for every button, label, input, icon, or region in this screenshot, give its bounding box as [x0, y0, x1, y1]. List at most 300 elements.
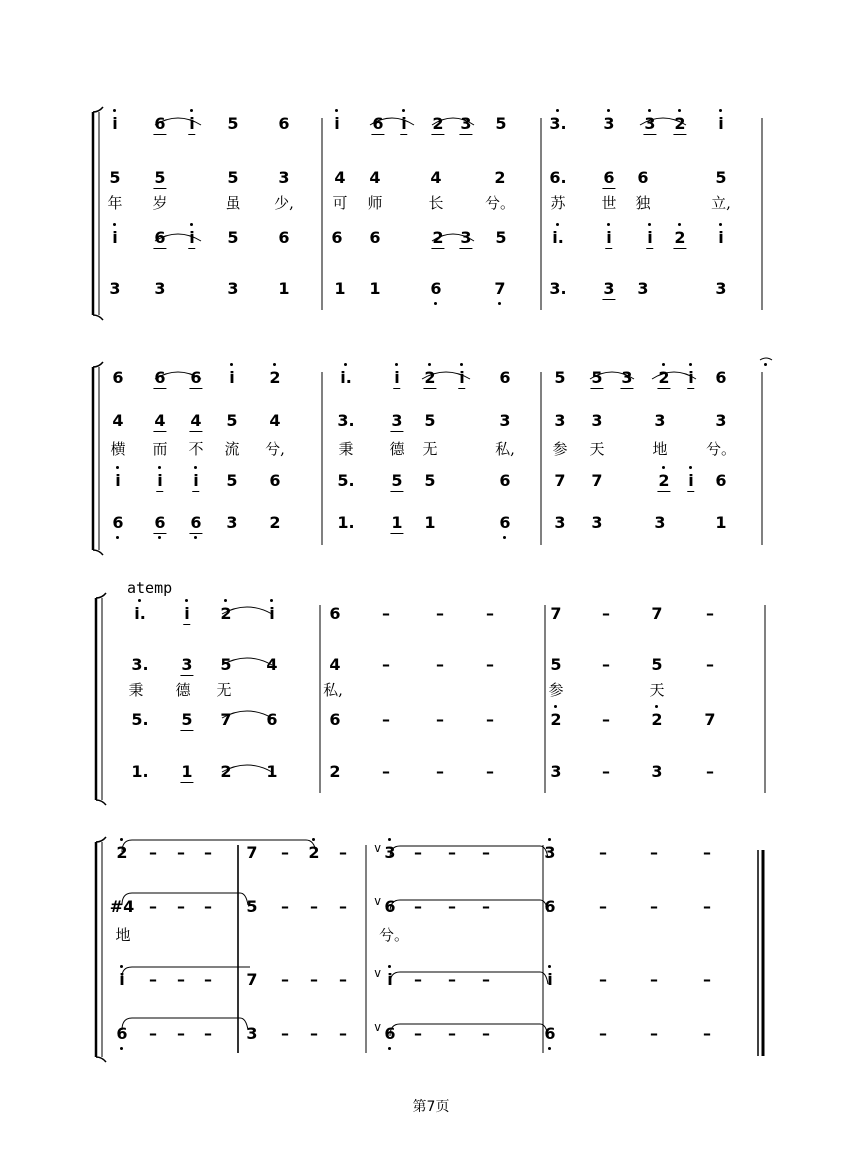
note-a: 6 [544, 897, 556, 916]
note-t: 2 [550, 710, 562, 729]
octave-dot [548, 838, 551, 841]
note-s: i [189, 114, 195, 133]
octave-dot [194, 466, 197, 469]
note-b: 3 [550, 762, 562, 781]
note-a: 3 [654, 411, 666, 430]
lyric: 无 [216, 681, 232, 699]
octave-dot [648, 223, 651, 226]
note-t: 2 [674, 228, 686, 247]
note-s: – [602, 604, 610, 623]
note-b: – [706, 762, 714, 781]
lyric: 地 [115, 926, 131, 944]
note-s: 5 [554, 368, 566, 387]
note-s: i [688, 368, 694, 387]
note-t: 5 [227, 228, 239, 247]
note-s: – [448, 843, 456, 862]
note-s: 7 [550, 604, 562, 623]
note-t: – [486, 710, 494, 729]
note-b: – [281, 1024, 289, 1043]
note-a: 4 [369, 168, 381, 187]
note-s: 2 [269, 368, 281, 387]
lyric: 不 [188, 440, 204, 458]
note-b: 3 [651, 762, 663, 781]
note-b: 1. [131, 762, 149, 781]
octave-dot [344, 363, 347, 366]
note-s: – [281, 843, 289, 862]
note-b: 6 [430, 279, 442, 298]
octave-dot [273, 363, 276, 366]
note-a: 3 [499, 411, 511, 430]
note-a: 3 [591, 411, 603, 430]
octave-dot [224, 599, 227, 602]
note-t: i [688, 471, 694, 490]
note-a: 3. [131, 655, 149, 674]
note-b: – [448, 1024, 456, 1043]
note-a: – [703, 897, 711, 916]
octave-dot [648, 109, 651, 112]
note-b: – [436, 762, 444, 781]
note-t: i [718, 228, 724, 247]
note-a: 3 [181, 655, 193, 674]
note-b: 1. [337, 513, 355, 532]
note-b: 6 [116, 1024, 128, 1043]
note-a: 4 [190, 411, 202, 430]
note-s: 2 [116, 843, 128, 862]
note-s: 6 [154, 368, 166, 387]
breath-mark: v [374, 894, 382, 908]
lyric: 地 [652, 440, 668, 458]
lyric: 流 [224, 440, 240, 458]
note-t: 6 [715, 471, 727, 490]
note-a: – [486, 655, 494, 674]
lyric: 横 [110, 440, 126, 458]
note-a: – [149, 897, 157, 916]
octave-dot [678, 109, 681, 112]
note-t: 6 [329, 710, 341, 729]
note-s: 2 [308, 843, 320, 862]
note-t: – [436, 710, 444, 729]
note-b: 1 [424, 513, 436, 532]
note-t: 5 [391, 471, 403, 490]
note-t: i [157, 471, 163, 490]
note-a: – [177, 897, 185, 916]
note-t: 7 [554, 471, 566, 490]
note-b: 1 [715, 513, 727, 532]
note-a: 4 [112, 411, 124, 430]
note-b: – [149, 1024, 157, 1043]
note-a: 5 [651, 655, 663, 674]
note-a: – [204, 897, 212, 916]
note-t: – [382, 710, 390, 729]
lyric: 参 [548, 681, 564, 699]
octave-dot [190, 109, 193, 112]
octave-dot [116, 536, 119, 539]
note-a: 3. [337, 411, 355, 430]
note-b: 3 [154, 279, 166, 298]
note-a: 3 [715, 411, 727, 430]
note-t: i [606, 228, 612, 247]
note-a: – [436, 655, 444, 674]
note-t: 5. [337, 471, 355, 490]
note-s: 3 [384, 843, 396, 862]
octave-dot [678, 223, 681, 226]
note-a: – [281, 897, 289, 916]
octave-dot [548, 1047, 551, 1050]
note-s: 2 [432, 114, 444, 133]
note-s: – [382, 604, 390, 623]
note-a: – [599, 897, 607, 916]
note-s: 6 [112, 368, 124, 387]
note-t: 6 [266, 710, 278, 729]
note-t: 5 [495, 228, 507, 247]
note-b: – [703, 1024, 711, 1043]
octave-dot [662, 466, 665, 469]
note-t: 2 [651, 710, 663, 729]
octave-dot [662, 363, 665, 366]
note-b: 3 [554, 513, 566, 532]
note-b: 1 [391, 513, 403, 532]
note-s: 2 [674, 114, 686, 133]
octave-dot [503, 536, 506, 539]
lyric: 苏 [550, 194, 566, 212]
note-b: 3 [654, 513, 666, 532]
note-t: – [204, 970, 212, 989]
note-a: 5 [227, 168, 239, 187]
octave-dot [556, 109, 559, 112]
note-s: 6 [372, 114, 384, 133]
note-s: i. [134, 604, 146, 623]
note-b: 1 [266, 762, 278, 781]
note-b: 1 [369, 279, 381, 298]
note-b: 6 [190, 513, 202, 532]
note-b: 3 [226, 513, 238, 532]
octave-dot [655, 705, 658, 708]
octave-dot [116, 466, 119, 469]
octave-dot [194, 536, 197, 539]
fermata-dot [764, 363, 767, 366]
note-b: 3 [109, 279, 121, 298]
octave-dot [120, 965, 123, 968]
note-a: – [414, 897, 422, 916]
octave-dot [158, 466, 161, 469]
note-s: 6 [499, 368, 511, 387]
note-t: i [547, 970, 553, 989]
lyric: 师 [367, 194, 383, 212]
note-a: 5 [246, 897, 258, 916]
note-b: 7 [494, 279, 506, 298]
note-t: – [703, 970, 711, 989]
note-s: i [401, 114, 407, 133]
note-t: 5 [226, 471, 238, 490]
note-t: – [650, 970, 658, 989]
lyric: 秉 [128, 681, 144, 699]
lyric: 独 [635, 194, 651, 212]
octave-dot [120, 838, 123, 841]
octave-dot [719, 223, 722, 226]
note-b: – [204, 1024, 212, 1043]
note-t: 5 [181, 710, 193, 729]
note-b: 1 [278, 279, 290, 298]
note-s: – [339, 843, 347, 862]
note-t: 6 [269, 471, 281, 490]
note-b: 6 [544, 1024, 556, 1043]
octave-dot [689, 363, 692, 366]
octave-dot [388, 1047, 391, 1050]
octave-dot [719, 109, 722, 112]
lyric: 而 [152, 440, 168, 458]
note-s: 3 [603, 114, 615, 133]
note-s: 6 [715, 368, 727, 387]
octave-dot [607, 109, 610, 112]
note-t: – [310, 970, 318, 989]
note-b: 3. [549, 279, 567, 298]
note-s: 6 [154, 114, 166, 133]
note-b: 3 [591, 513, 603, 532]
lyric: 天 [649, 681, 665, 699]
note-s: i [394, 368, 400, 387]
lyric: 参 [552, 440, 568, 458]
note-s: i [269, 604, 275, 623]
note-b: – [650, 1024, 658, 1043]
note-s: 3 [544, 843, 556, 862]
lyric: 兮。 [484, 194, 516, 212]
note-a: 5 [424, 411, 436, 430]
lyric: 天 [589, 440, 605, 458]
note-a: 6 [384, 897, 396, 916]
note-s: i [459, 368, 465, 387]
note-b: 1 [181, 762, 193, 781]
note-b: 1 [334, 279, 346, 298]
note-t: 7 [246, 970, 258, 989]
octave-dot [270, 599, 273, 602]
note-a: 4 [269, 411, 281, 430]
note-a: 2 [494, 168, 506, 187]
lyric: 可 [332, 194, 348, 212]
note-t: – [414, 970, 422, 989]
note-t: – [149, 970, 157, 989]
breath-mark: v [374, 841, 382, 855]
note-a: 5 [715, 168, 727, 187]
note-t: 5. [131, 710, 149, 729]
octave-dot [402, 109, 405, 112]
note-a: – [339, 897, 347, 916]
note-s: – [482, 843, 490, 862]
note-t: – [177, 970, 185, 989]
note-b: – [339, 1024, 347, 1043]
note-a: 4 [430, 168, 442, 187]
note-b: 6 [499, 513, 511, 532]
note-b: 6 [154, 513, 166, 532]
note-t: 6 [499, 471, 511, 490]
note-b: – [310, 1024, 318, 1043]
note-a: – [482, 897, 490, 916]
lyric: 兮。 [378, 926, 410, 944]
note-s: 3 [621, 368, 633, 387]
note-t: 3 [460, 228, 472, 247]
note-s: 7 [651, 604, 663, 623]
note-s: – [706, 604, 714, 623]
note-s: i [229, 368, 235, 387]
note-t: i [115, 471, 121, 490]
note-b: 2 [329, 762, 341, 781]
note-a: 3 [278, 168, 290, 187]
note-t: 2 [432, 228, 444, 247]
octave-dot [190, 223, 193, 226]
octave-dot [335, 109, 338, 112]
note-a: 5 [226, 411, 238, 430]
note-b: 3 [227, 279, 239, 298]
note-t: 6 [154, 228, 166, 247]
octave-dot [548, 965, 551, 968]
note-t: 7 [591, 471, 603, 490]
note-s: 2 [658, 368, 670, 387]
lyric: 私, [323, 681, 343, 699]
note-t: i [387, 970, 393, 989]
octave-dot [554, 705, 557, 708]
note-t: i [119, 970, 125, 989]
note-s: i [334, 114, 340, 133]
note-b: 6 [112, 513, 124, 532]
note-t: i [193, 471, 199, 490]
note-s: 6 [278, 114, 290, 133]
breath-mark: v [374, 1020, 382, 1034]
note-t: i [647, 228, 653, 247]
octave-dot [388, 838, 391, 841]
note-b: 3 [603, 279, 615, 298]
note-s: – [149, 843, 157, 862]
note-s: 5 [591, 368, 603, 387]
note-s: 6 [329, 604, 341, 623]
note-a: – [602, 655, 610, 674]
tempo-mark: atemp [127, 579, 173, 597]
note-b: 3 [637, 279, 649, 298]
note-a: 5 [220, 655, 232, 674]
octave-dot [158, 536, 161, 539]
note-a: 6. [549, 168, 567, 187]
note-s: 3. [549, 114, 567, 133]
note-b: – [482, 1024, 490, 1043]
octave-dot [113, 223, 116, 226]
lyric: 世 [601, 194, 617, 212]
note-s: 2 [220, 604, 232, 623]
note-a: 6 [603, 168, 615, 187]
lyric: 岁 [152, 194, 168, 212]
octave-dot [388, 965, 391, 968]
octave-dot [556, 223, 559, 226]
note-t: 6 [331, 228, 343, 247]
note-s: 3 [644, 114, 656, 133]
lyric: 兮。 [705, 440, 737, 458]
note-a: #4 [109, 897, 135, 916]
note-s: – [703, 843, 711, 862]
octave-dot [395, 363, 398, 366]
note-t: – [339, 970, 347, 989]
note-a: 3 [554, 411, 566, 430]
octave-dot [460, 363, 463, 366]
note-s: – [650, 843, 658, 862]
note-a: – [706, 655, 714, 674]
note-s: 7 [246, 843, 258, 862]
note-a: 5 [154, 168, 166, 187]
lyric: 年 [107, 194, 123, 212]
note-a: – [448, 897, 456, 916]
note-a: – [650, 897, 658, 916]
note-b: – [602, 762, 610, 781]
note-a: 5 [550, 655, 562, 674]
lyric: 德 [389, 440, 405, 458]
octave-dot [607, 223, 610, 226]
lyric: 兮, [265, 440, 285, 458]
note-t: 7 [704, 710, 716, 729]
octave-dot [498, 302, 501, 305]
lyric: 秉 [338, 440, 354, 458]
note-t: 7 [220, 710, 232, 729]
note-b: – [382, 762, 390, 781]
note-s: i [112, 114, 118, 133]
note-b: – [599, 1024, 607, 1043]
breath-mark: v [374, 966, 382, 980]
note-b: 3 [246, 1024, 258, 1043]
lyric: 虽 [225, 194, 241, 212]
note-t: – [602, 710, 610, 729]
note-s: 5 [495, 114, 507, 133]
note-b: 6 [384, 1024, 396, 1043]
note-a: 3 [391, 411, 403, 430]
note-s: 5 [227, 114, 239, 133]
note-s: – [414, 843, 422, 862]
note-s: i [718, 114, 724, 133]
octave-dot [185, 599, 188, 602]
note-a: 5 [109, 168, 121, 187]
note-a: 6 [637, 168, 649, 187]
note-s: – [486, 604, 494, 623]
octave-dot [428, 363, 431, 366]
octave-dot [120, 1047, 123, 1050]
note-t: – [448, 970, 456, 989]
note-t: 2 [658, 471, 670, 490]
note-t: i [189, 228, 195, 247]
octave-dot [138, 599, 141, 602]
note-b: 2 [220, 762, 232, 781]
note-s: 6 [190, 368, 202, 387]
note-s: i. [340, 368, 352, 387]
octave-dot [689, 466, 692, 469]
note-t: i. [552, 228, 564, 247]
note-s: – [204, 843, 212, 862]
lyric: 私, [495, 440, 515, 458]
note-t: 5 [424, 471, 436, 490]
note-a: 4 [154, 411, 166, 430]
octave-dot [113, 109, 116, 112]
note-s: i [184, 604, 190, 623]
lyric: 立, [711, 194, 731, 212]
note-s: – [436, 604, 444, 623]
note-a: – [310, 897, 318, 916]
note-t: – [482, 970, 490, 989]
octave-dot [434, 302, 437, 305]
lyric: 长 [428, 194, 444, 212]
note-t: 6 [369, 228, 381, 247]
note-b: 2 [269, 513, 281, 532]
note-b: – [486, 762, 494, 781]
lyric: 德 [175, 681, 191, 699]
lyric: 少, [274, 194, 294, 212]
note-s: 2 [424, 368, 436, 387]
note-b: – [414, 1024, 422, 1043]
lyric: 无 [422, 440, 438, 458]
octave-dot [312, 838, 315, 841]
note-t: i [112, 228, 118, 247]
